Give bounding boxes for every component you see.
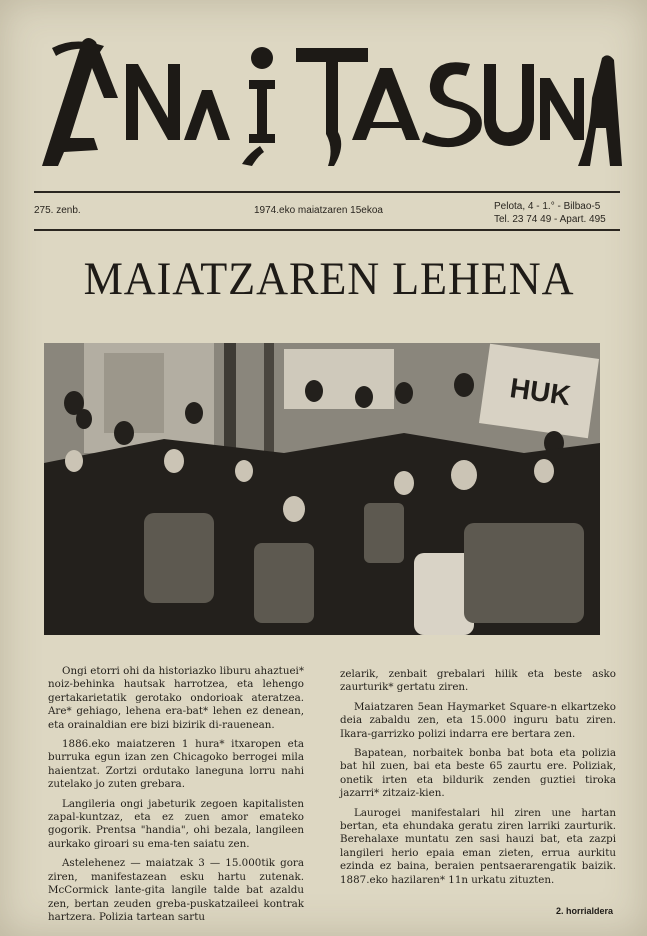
article-column-2 — [340, 668, 616, 893]
article-paragraph: zelarik, zenbait grebalari hilik eta beste asko zaurturik* gertatu ziren. — [340, 668, 616, 694]
photo-banner-text: HUK — [508, 372, 573, 412]
article-paragraph: Langileria ongi jabeturik zegoen kapitalisten zapal-kuntzaz, eta ez zuen amor emateko gogorik. Prentsa "handia", ohi bezala, langileen aurkako giroari su ema-ten saiatu zen. — [48, 797, 304, 850]
article-photo — [44, 343, 600, 635]
masthead-logo — [34, 28, 624, 178]
article-paragraph: Astelehenez — maiatzak 3 — 15.000tik gora ziren, manifestazean esku hartu zutenak. McCormick lante-gita langile talde bat azaldu zen, bertan zeuden greba-puskatzaileei kontrak hartzera. Polizia tartean sartu — [48, 857, 304, 923]
article-paragraph: 1886.eko maiatzeren 1 hura* itxaropen eta burruka egun izan zen Chicagoko berrogei mila haientzat. Zortzi ordutako lanegunа lorru nahi zutelako jo zuten grebara. — [48, 738, 304, 791]
masthead-logo-art — [34, 28, 624, 178]
article-headline: MAIATZAREN LEHENA — [83, 253, 575, 305]
issue-date: 1974.eko maiatzaren 15ekoa — [254, 205, 383, 216]
bottom-rule — [34, 229, 620, 231]
article-paragraph: Laurogei manifestalari hil ziren une hartan bertan, eta ehundaka geratu ziren larriki zaurturik. Berehalaxe muntatu zen sasi hauzi bat, eta zazpi langileri herio epaia eman zieten, errua aurkitu ezinda ez baina, beraien pentsaerarengatik baizik. 1887.eko hazilaren* 11n urkatu zituzten. — [340, 806, 616, 886]
issue-number: 275. zenb. — [34, 205, 81, 216]
top-rule — [34, 191, 620, 193]
article-column-1 — [48, 665, 304, 930]
article-paragraph: Bapatean, norbaitek bonba bat bota eta polizia bat hil zuen, bai eta beste 65 zaurtu ere. Poliziak, onetik irten eta bildurik zenden guztiei tiroka jazarri* zitzaiz-kien. — [340, 747, 616, 800]
article-paragraph: Maiatzaren 5ean Haymarket Square-n elkartzeko deia zabaldu zen, eta 15.000 inguru batu ziren. Ikara-garrizko polizi indarra ere bertara zen. — [340, 700, 616, 740]
issue-address: Pelota, 4 - 1.° - Bilbao-5 — [494, 201, 601, 212]
masthead-title-text: ANAITASUNA — [329, 176, 337, 177]
continuation-note: 2. horrialdera — [555, 906, 613, 916]
issue-contact: Tel. 23 74 49 - Apart. 495 — [494, 214, 606, 225]
article-paragraph: Ongi etorri ohi da historiazko liburu ahaztuei* noiz-behinka hautsak harrotzea, eta lehengo gertakarietatik gerotako ondorioak ateratzea. Are* gehiago, lehena era-bat* lehen ez denean, eta orainaldian ere bizi bizirik di-rauenean. — [48, 665, 304, 731]
crowd-photo-art — [44, 343, 600, 635]
